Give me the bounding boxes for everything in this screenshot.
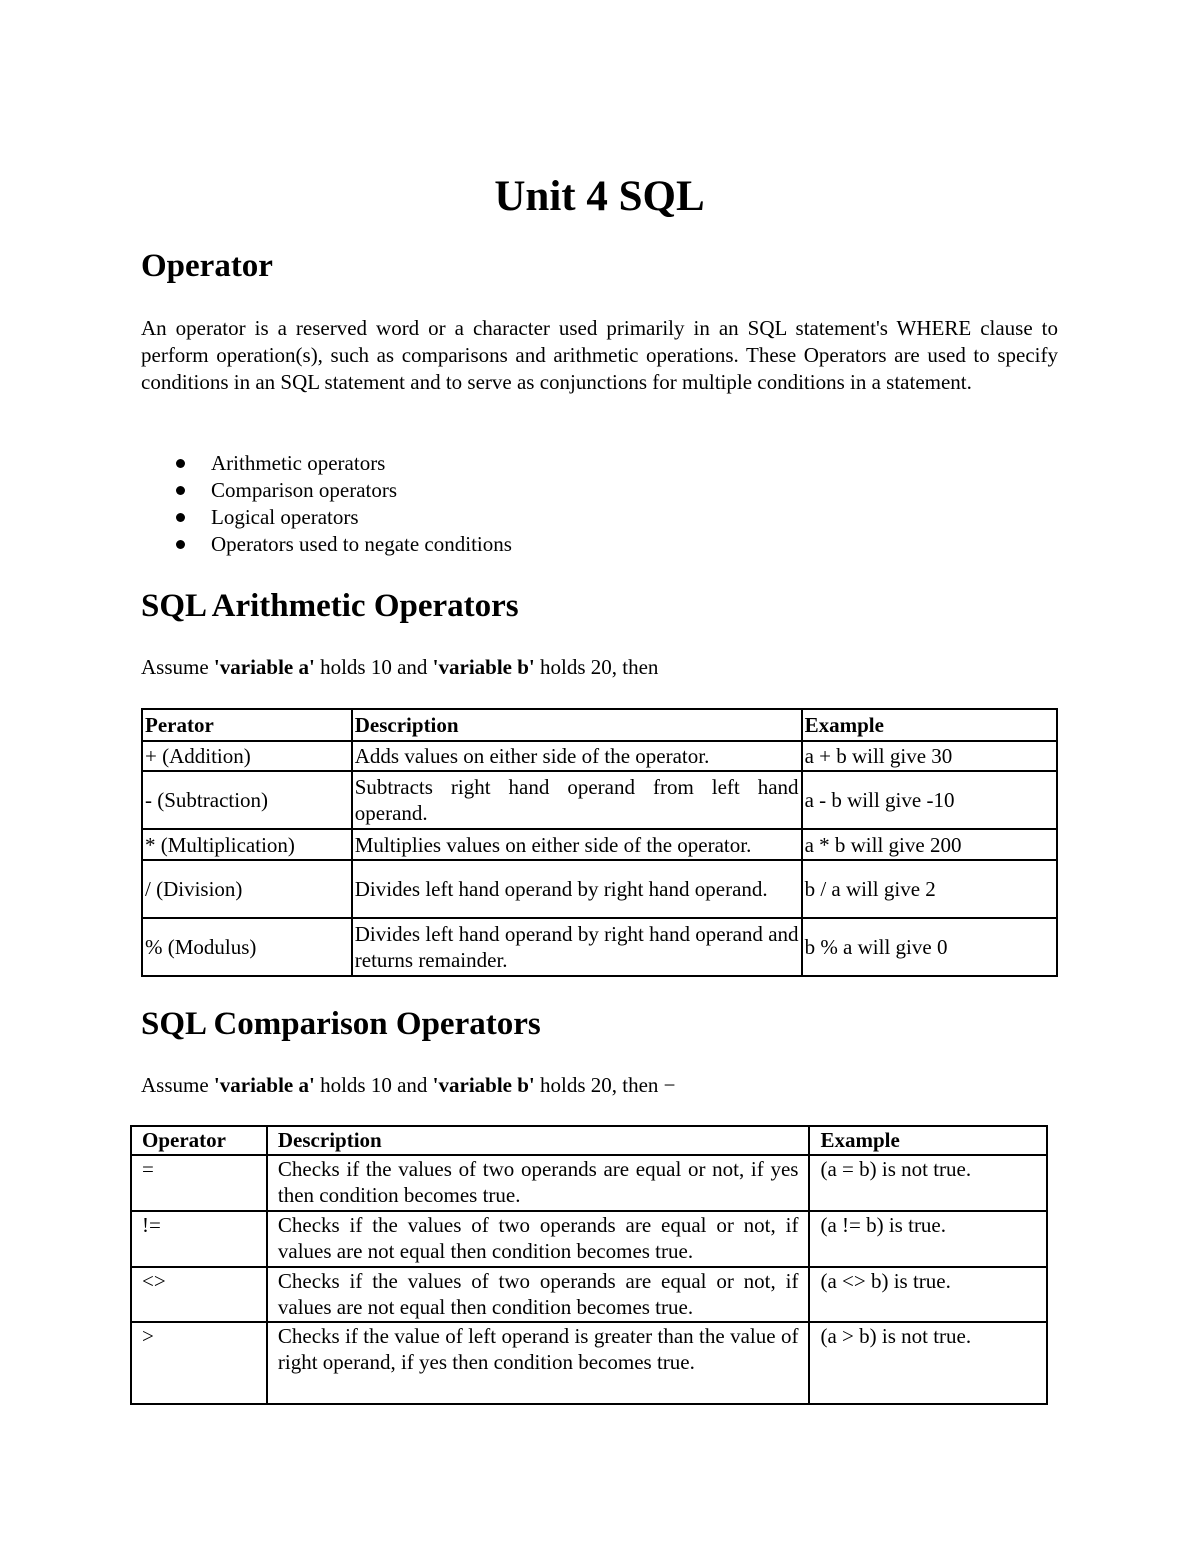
comparison-assumption: Assume 'variable a' holds 10 and 'variable b' holds 20, then − <box>141 1073 676 1097</box>
arithmetic-heading: SQL Arithmetic Operators <box>141 588 519 624</box>
column-header: Description <box>267 1126 810 1155</box>
operator-paragraph: An operator is a reserved word or a character used primarily in an SQL statement's WHERE clause to perform operation(s), such as comparisons and arithmetic operations. These Operators are used to specify conditions in an SQL statement and to serve as conjunctions for multiple conditions in a statement. <box>141 316 1058 394</box>
table-header-row <box>131 1126 1047 1155</box>
table-row: = Checks if the values of two operands are equal or not, if yes then condition becomes true. (a = b) is not true. <box>131 1155 1047 1211</box>
column-header: Example <box>802 709 1057 741</box>
table-row: != Checks if the values of two operands are equal or not, if values are not equal then condition becomes true. (a != b) is true. <box>131 1211 1047 1267</box>
list-item: Arithmetic operators <box>141 450 512 477</box>
arithmetic-assumption: Assume 'variable a' holds 10 and 'variable b' holds 20, then <box>141 655 659 679</box>
column-header: Example <box>809 1126 1047 1155</box>
comparison-operators-table <box>130 1125 1048 1405</box>
table-row: > Checks if the value of left operand is greater than the value of right operand, if yes then condition becomes true. (a > b) is not true. <box>131 1322 1047 1404</box>
column-header: Perator <box>142 709 352 741</box>
list-item: Operators used to negate conditions <box>141 531 512 558</box>
table-row: % (Modulus) Divides left hand operand by right hand operand and returns remainder. b % a will give 0 <box>142 918 1057 976</box>
table-row: - (Subtraction) Subtracts right hand operand from left hand operand. a - b will give -10 <box>142 771 1057 829</box>
bullet-icon <box>176 513 185 522</box>
table-row: / (Division) Divides left hand operand by right hand operand. b / a will give 2 <box>142 860 1057 918</box>
arithmetic-operators-table <box>141 708 1058 977</box>
column-header: Description <box>352 709 802 741</box>
comparison-heading: SQL Comparison Operators <box>141 1006 541 1042</box>
bullet-icon <box>176 459 185 468</box>
bullet-icon <box>176 486 185 495</box>
list-item: Comparison operators <box>141 477 512 504</box>
operator-types-list <box>141 450 512 558</box>
column-header: Operator <box>131 1126 267 1155</box>
operator-heading: Operator <box>141 248 273 284</box>
table-row: <> Checks if the values of two operands are equal or not, if values are not equal then condition becomes true. (a <> b) is true. <box>131 1267 1047 1322</box>
list-item: Logical operators <box>141 504 512 531</box>
table-row: + (Addition) Adds values on either side of the operator. a + b will give 30 <box>142 741 1057 771</box>
bullet-icon <box>176 540 185 549</box>
table-row: * (Multiplication) Multiplies values on either side of the operator. a * b will give 200 <box>142 829 1057 860</box>
page-title: Unit 4 SQL <box>494 173 705 220</box>
table-header-row <box>142 709 1057 741</box>
